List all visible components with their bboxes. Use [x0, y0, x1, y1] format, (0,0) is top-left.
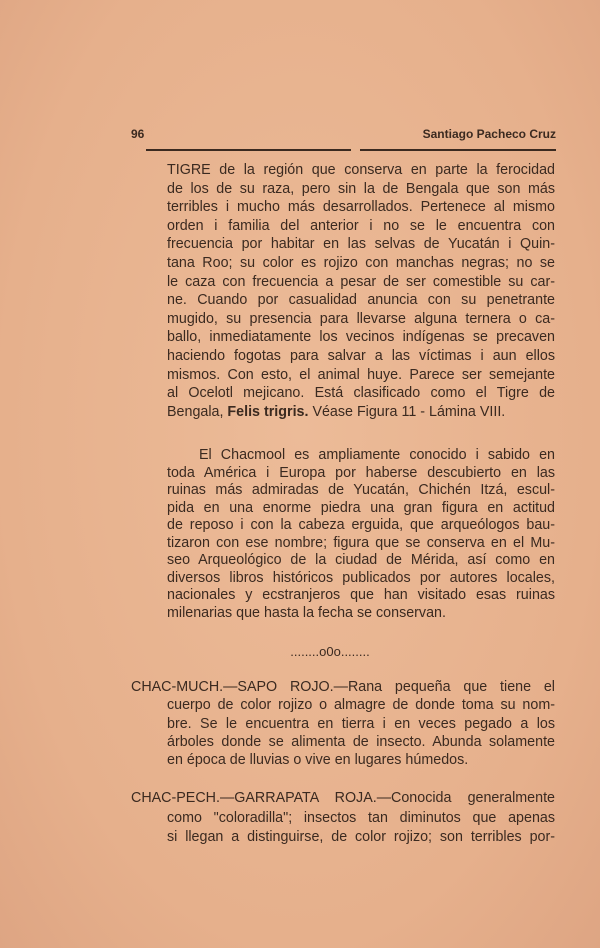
running-header-author: Santiago Pacheco Cruz [422, 127, 556, 141]
paragraph1-line: mismos. Con esto, el animal huye. Parece ser semejante [167, 367, 555, 383]
species-name: Felis trigris. [227, 404, 309, 420]
text: Bengala, [167, 404, 228, 420]
paragraph1-line: de los de su raza, pero sin la de Bengala que son más [167, 181, 555, 197]
paragraph1-line: orden i familia del anterior i no se le encuentra con [167, 218, 555, 234]
paragraph2-line: seo Arqueológico de la ciudad de Mérida, así como en [167, 552, 555, 568]
paragraph1-line [167, 404, 555, 420]
header-rule-right [360, 149, 556, 151]
paragraph2-line: toda América i Europa por haberse descubierto en las [167, 465, 555, 481]
paragraph2-line: diversos libros históricos publicados por autores locales, [167, 570, 555, 586]
paragraph1-line: terribles i mucho más desarrollados. Pertenece al mismo [167, 199, 555, 215]
paragraph2-line: milenarias que hasta la fecha se conservan. [167, 605, 446, 621]
paragraph1-line: mugido, su presencia para llevarse alguna ternera o ca- [167, 311, 555, 327]
paragraph1-line: haciendo fogotas para salvar a las víctimas i aun ellos [167, 348, 555, 364]
text: Véase Figura 11 - Lámina VIII. [308, 404, 506, 420]
entry-chac-much-line: CHAC-MUCH.—SAPO ROJO.—Rana pequeña que tiene el [131, 679, 555, 695]
entry-chac-pech-line: si llegan a distinguirse, de color rojizo; son terribles por- [167, 829, 555, 845]
paragraph1-line: TIGRE de la región que conserva en parte la ferocidad [167, 162, 555, 178]
paragraph1-line: tana Roo; su color es rojizo con manchas negras; no se [167, 255, 555, 271]
paragraph2-line: pida en una enorme piedra una gran figura en actitud [167, 500, 555, 516]
paragraph1-line: le caza con frecuencia a pesar de ser comestible su car- [167, 274, 555, 290]
entry-chac-much-line: cuerpo de color rojizo o almagre de donde toma su nom- [167, 697, 555, 713]
paragraph1-line: frecuencia por habitar en las selvas de Yucatán i Quin- [167, 236, 555, 252]
paragraph1-line: ballo, inmediatamente los vecinos indígenas se precaven [167, 329, 555, 345]
entry-chac-much-line: árboles donde se alimenta de insecto. Abunda solamente [167, 734, 555, 750]
paragraph1-line: ne. Cuando por casualidad anuncia con su penetrante [167, 292, 555, 308]
page-number: 96 [131, 127, 145, 141]
entry-chac-much-line: en época de lluvias o vive en lugares húmedos. [167, 752, 469, 768]
paragraph1-line: al Ocelotl mejicano. Está clasificado como el Tigre de [167, 385, 555, 401]
entry-chac-much-line: bre. Se le encuentra en tierra i en veces pegado a los [167, 716, 555, 732]
entry-chac-pech-line: CHAC-PECH.—GARRAPATA ROJA.—Conocida generalmente [131, 790, 555, 806]
section-separator: ........o0o........ [290, 644, 370, 659]
paragraph2-line: El Chacmool es ampliamente conocido i sabido en [199, 447, 555, 463]
entry-chac-pech-line: como "coloradilla"; insectos tan diminutos que apenas [167, 810, 555, 826]
paragraph2-line: ruinas más admiradas de Yucatán, Chichén Itzá, escul- [167, 482, 555, 498]
paragraph2-line: nacionales y ecstranjeros que han visitado esas ruinas [167, 587, 555, 603]
paragraph2-line: tizaron con ese nombre; figura que se conserva en el Mu- [167, 535, 555, 551]
paragraph2-line: de reposo i con la cabeza erguida, que arqueólogos bau- [167, 517, 555, 533]
header-rule-left [146, 149, 351, 151]
